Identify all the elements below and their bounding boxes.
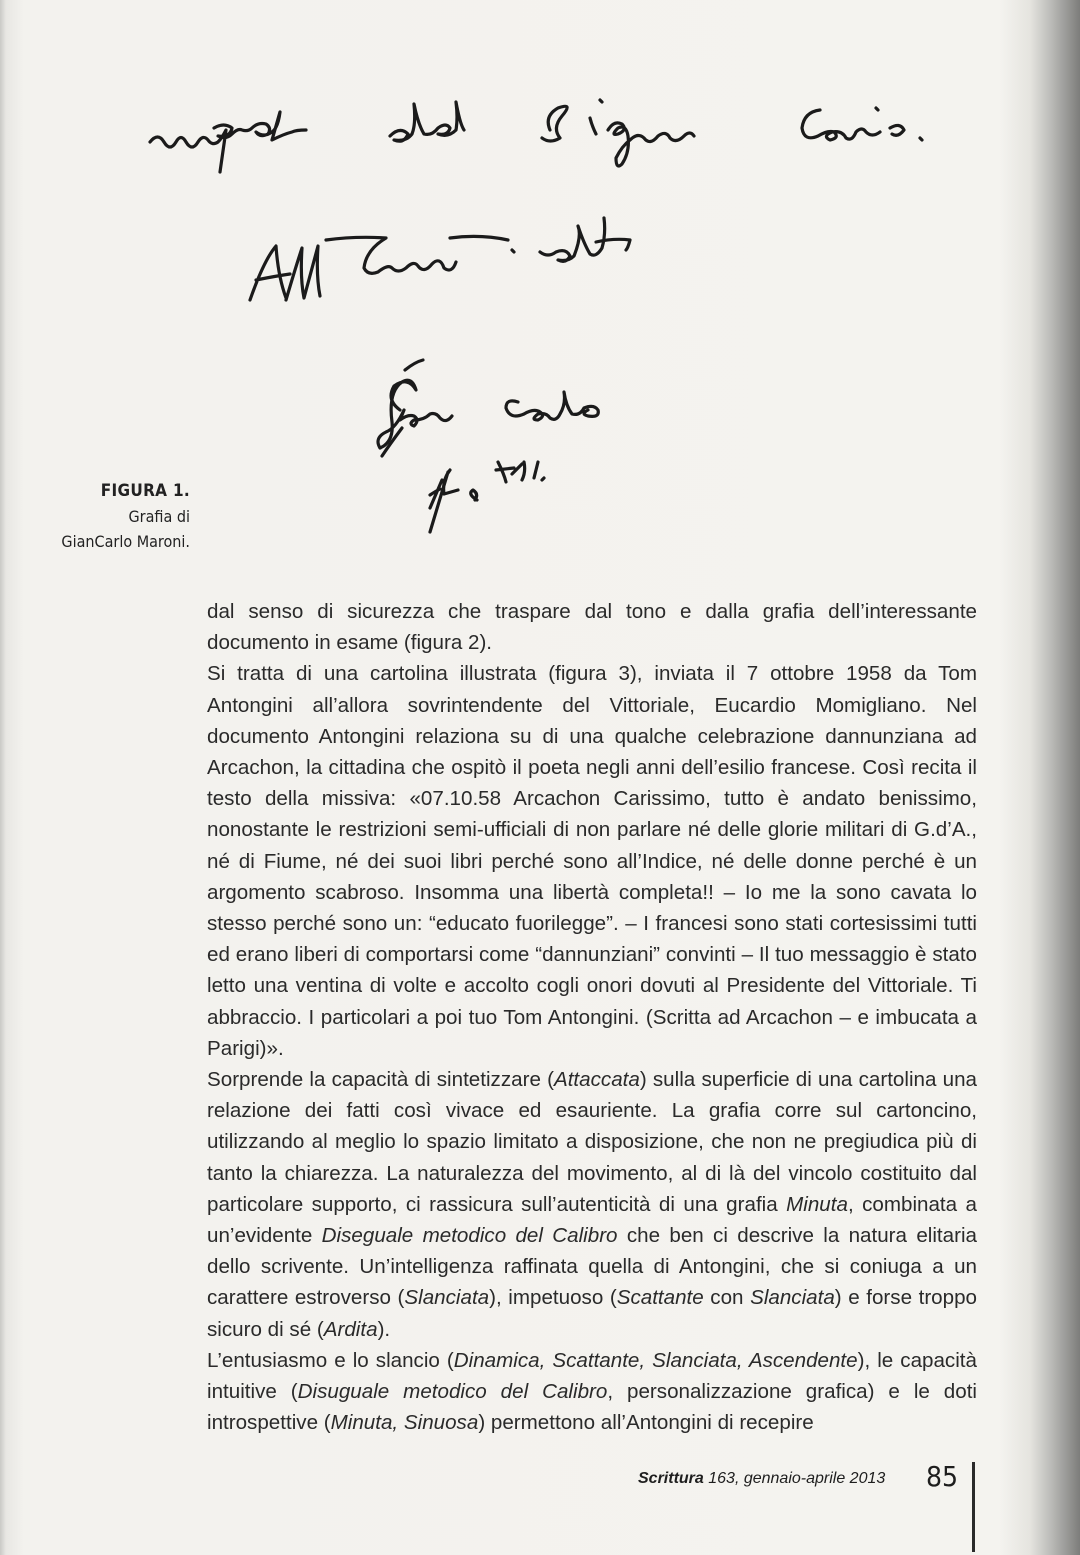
- issue-info: 163, gennaio-aprile 2013: [703, 1470, 886, 1487]
- paragraph: Si tratta di una cartolina illustrata (figura 3), inviata il 7 ottobre 1958 da Tom Antongini all’allora sovrintendente del Vittoriale, Eucardio Momigliano. Nel documento Antongini relaziona su di una qualche celebrazione dannunziana ad Arcachon, la cittadina che ospitò il poeta negli anni dell’esilio francese. Così recita il testo della missiva: «07.10.58 Arcachon Carissimo, tutto è andato benissimo, nonostante le restrizioni semi-ufficiali di non parlare né delle glorie militari di G.d’A., né di Fiume, né dei suoi libri perché sono all’Indice, né delle donne perché è un argomento scabroso. Insomma una libertà completa!! – Io me la sono cavata lo stesso perché sono un: “educato fuorilegge”. – I francesi sono stati cortesissimi tutti ed erano liberi di comportarsi come “dannunziani” convinti – Il tuo messaggio è stato letto una ventina di volte e accolto cogli onori dovuti al Presidente del Vittoriale. Ti abbraccio. I particolari a poi tuo Tom Antongini. (Scritta ad Arcachon – e imbucata a Parigi)».: [207, 662, 977, 1060]
- page-number: 85: [926, 1460, 959, 1493]
- handwriting-figure: [120, 70, 980, 560]
- footer-rule: [972, 1462, 975, 1552]
- figure-caption: [61, 478, 190, 554]
- paragraph: L’entusiasmo e lo slancio (Dinamica, Scattante, Slanciata, Ascendente), le capacità intuitive (Disuguale metodico del Calibro, personalizzazione grafica) e le doti introspettive (Minuta, Sinuosa) permettono all’Antongini di recepire: [207, 1348, 977, 1435]
- article-body: [207, 596, 977, 1438]
- figure-label: FIGURA 1.: [100, 481, 190, 501]
- paragraph: dal senso di sicurezza che traspare dal tono e dalla grafia dell’interessante documento in esame (figura 2).: [207, 600, 977, 655]
- paragraph: Sorprende la capacità di sintetizzare (Attaccata) sulla superficie di una cartolina una relazione dei fatti così vivace ed esauriente. La grafia corre sul cartoncino, utilizzando al meglio lo spazio limitato a disposizione, che non ne pregiudica più di tanto la chiarezza. La naturalezza del movimento, al di là del vincolo costituito dal particolare supporto, ci rassicura sull’autenticità di una grafia Minuta, combinata a un’evidente Diseguale metodico del Calibro che ben ci descrive la natura elitaria dello scrivente. Un’intelligenza raffinata quella di Antongini, che si coniuga a un carattere estroverso (Slanciata), impetuoso (Scattante con Slanciata) e forse troppo sicuro di sé (Ardita).: [207, 1068, 977, 1341]
- figure-caption-line: GianCarlo Maroni.: [61, 532, 190, 551]
- journal-title: Scrittura: [638, 1470, 704, 1487]
- handwriting-image: [120, 70, 980, 560]
- figure-caption-line: Grafia di: [128, 507, 190, 526]
- page-footer: [638, 1460, 959, 1493]
